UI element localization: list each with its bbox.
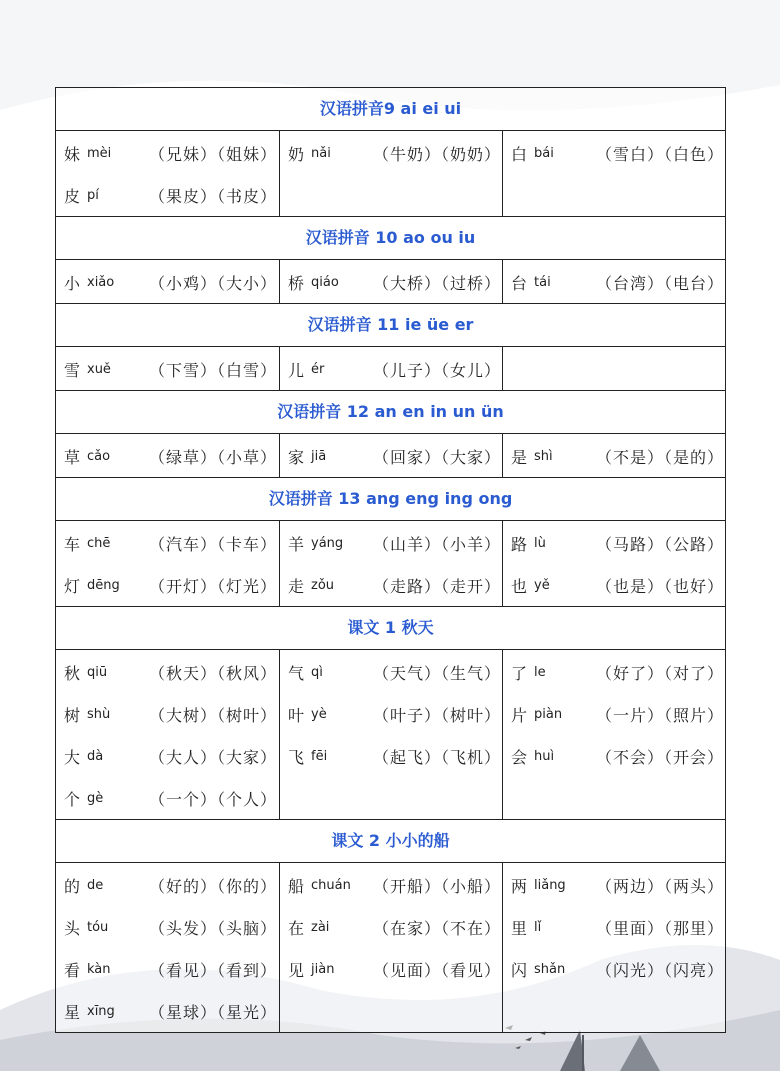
example-words: （不会）（开会）	[596, 747, 725, 767]
example-words: （儿子）（女儿）	[373, 360, 502, 380]
pinyin: pí	[87, 187, 99, 203]
example-words: （天气）（生气）	[373, 663, 502, 683]
hanzi: 看	[64, 960, 81, 980]
pinyin: kàn	[87, 961, 111, 977]
pinyin: xuě	[87, 361, 111, 377]
example-words: （好的）（你的）	[149, 876, 278, 896]
pinyin: dēng	[87, 577, 120, 593]
column	[56, 260, 279, 303]
example-words: （两边）（两头）	[596, 876, 725, 896]
char-entry	[503, 906, 725, 948]
pinyin: shǎn	[534, 961, 566, 977]
hanzi: 雪	[64, 360, 81, 380]
hanzi: 秋	[64, 663, 81, 683]
section-body	[56, 521, 725, 607]
char-entry	[56, 651, 279, 693]
pinyin: chē	[87, 535, 111, 551]
example-words: （大桥）（过桥）	[373, 273, 502, 293]
pinyin: gè	[87, 790, 104, 806]
hanzi: 会	[511, 747, 528, 767]
example-words: （走路）（走开）	[373, 576, 502, 596]
example-words: （星球）（星光）	[149, 1002, 278, 1022]
hanzi: 小	[64, 273, 81, 293]
pinyin: fēi	[311, 748, 328, 764]
section-title: 汉语拼音 13 ang eng ing ong	[56, 478, 725, 521]
hanzi: 个	[64, 789, 81, 809]
column	[56, 347, 279, 390]
example-words: （一个）（个人）	[149, 789, 278, 809]
hanzi: 奶	[288, 144, 305, 164]
hanzi: 大	[64, 747, 81, 767]
char-entry	[56, 777, 279, 819]
pinyin: yáng	[311, 535, 344, 551]
char-entry	[56, 174, 279, 216]
column	[502, 260, 725, 303]
example-words: （马路）（公路）	[596, 534, 725, 554]
column	[502, 863, 725, 1032]
example-words: （兄妹）（姐妹）	[149, 144, 278, 164]
hanzi: 头	[64, 918, 81, 938]
column	[502, 434, 725, 477]
example-words: （见面）（看见）	[373, 960, 502, 980]
char-entry	[56, 906, 279, 948]
column	[279, 347, 502, 390]
pinyin: qiáo	[311, 274, 339, 290]
hanzi: 的	[64, 876, 81, 896]
column	[56, 434, 279, 477]
char-entry	[56, 348, 279, 390]
hanzi: 里	[511, 918, 528, 938]
char-entry	[280, 864, 502, 906]
pinyin: xiǎo	[87, 274, 115, 290]
char-entry	[280, 348, 502, 390]
hanzi: 船	[288, 876, 305, 896]
pinyin: yè	[311, 706, 327, 722]
char-entry	[280, 261, 502, 303]
char-entry	[503, 948, 725, 990]
example-words: （开船）（小船）	[373, 876, 502, 896]
section-title: 汉语拼音9 ai ei ui	[56, 88, 725, 131]
column	[502, 521, 725, 606]
example-words: （开灯）（灯光）	[149, 576, 278, 596]
pinyin: lǐ	[534, 919, 542, 935]
pinyin: bái	[534, 145, 554, 161]
pinyin: huì	[534, 748, 555, 764]
pinyin: tái	[534, 274, 551, 290]
pinyin: lù	[534, 535, 546, 551]
hanzi: 灯	[64, 576, 81, 596]
char-entry	[503, 564, 725, 606]
hanzi: 白	[511, 144, 528, 164]
pinyin: piàn	[534, 706, 563, 722]
example-words: （雪白）（白色）	[596, 144, 725, 164]
hanzi: 片	[511, 705, 528, 725]
hanzi: 家	[288, 447, 305, 467]
hanzi: 台	[511, 273, 528, 293]
vocabulary-table	[55, 87, 726, 1033]
hanzi: 树	[64, 705, 81, 725]
char-entry	[280, 522, 502, 564]
section-body	[56, 434, 725, 478]
pinyin: nǎi	[311, 145, 331, 161]
char-entry	[503, 651, 725, 693]
char-entry	[56, 693, 279, 735]
char-entry	[280, 132, 502, 174]
example-words: （闪光）（闪亮）	[596, 960, 725, 980]
hanzi: 了	[511, 663, 528, 683]
char-entry	[503, 261, 725, 303]
pinyin: zǒu	[311, 577, 335, 593]
example-words: （果皮）（书皮）	[149, 186, 278, 206]
char-entry	[56, 990, 279, 1032]
column	[502, 650, 725, 819]
pinyin: shù	[87, 706, 111, 722]
example-words: （回家）（大家）	[373, 447, 502, 467]
pinyin: jiàn	[311, 961, 335, 977]
char-entry	[56, 132, 279, 174]
example-words: （好了）（对了）	[596, 663, 725, 683]
column-empty	[502, 347, 725, 390]
section-title: 课文 2 小小的船	[56, 820, 725, 863]
hanzi: 儿	[288, 360, 305, 380]
pinyin: shì	[534, 448, 553, 464]
pinyin: tóu	[87, 919, 109, 935]
hanzi: 见	[288, 960, 305, 980]
section-title: 汉语拼音 11 ie üe er	[56, 304, 725, 347]
char-entry	[280, 435, 502, 477]
char-entry	[280, 906, 502, 948]
pinyin: le	[534, 664, 546, 680]
example-words: （小鸡）（大小）	[149, 273, 278, 293]
char-entry	[280, 948, 502, 990]
pinyin: xīng	[87, 1003, 115, 1019]
pinyin: chuán	[311, 877, 351, 893]
column	[279, 863, 502, 1032]
example-words: （大树）（树叶）	[149, 705, 278, 725]
section-title: 汉语拼音 10 ao ou iu	[56, 217, 725, 260]
hanzi: 走	[288, 576, 305, 596]
pinyin: cǎo	[87, 448, 111, 464]
example-words: （不是）（是的）	[596, 447, 725, 467]
column	[279, 260, 502, 303]
example-words: （看见）（看到）	[149, 960, 278, 980]
char-entry	[503, 735, 725, 777]
column	[279, 521, 502, 606]
pinyin: liǎng	[534, 877, 566, 893]
char-entry	[503, 864, 725, 906]
example-words: （汽车）（卡车）	[149, 534, 278, 554]
example-words: （秋天）（秋风）	[149, 663, 278, 683]
section-body	[56, 347, 725, 391]
pinyin: de	[87, 877, 104, 893]
example-words: （山羊）（小羊）	[373, 534, 502, 554]
hanzi: 气	[288, 663, 305, 683]
char-entry	[280, 651, 502, 693]
hanzi: 草	[64, 447, 81, 467]
example-words: （牛奶）（奶奶）	[373, 144, 502, 164]
char-entry	[56, 735, 279, 777]
section-body	[56, 131, 725, 217]
char-entry	[56, 564, 279, 606]
char-entry	[56, 261, 279, 303]
char-entry	[503, 132, 725, 174]
example-words: （台湾）（电台）	[596, 273, 725, 293]
example-words: （大人）（大家）	[149, 747, 278, 767]
example-words: （起飞）（飞机）	[373, 747, 502, 767]
char-entry	[503, 522, 725, 564]
pinyin: jiā	[311, 448, 327, 464]
pinyin: qiū	[87, 664, 108, 680]
hanzi: 桥	[288, 273, 305, 293]
char-entry	[56, 522, 279, 564]
pinyin: zài	[311, 919, 330, 935]
hanzi: 飞	[288, 747, 305, 767]
section-body	[56, 863, 725, 1033]
hanzi: 皮	[64, 186, 81, 206]
column	[279, 650, 502, 819]
column	[502, 131, 725, 216]
pinyin: dà	[87, 748, 104, 764]
column	[56, 650, 279, 819]
pinyin: ér	[311, 361, 325, 377]
char-entry	[280, 693, 502, 735]
column	[56, 863, 279, 1032]
hanzi: 也	[511, 576, 528, 596]
section-body	[56, 260, 725, 304]
example-words: （也是）（也好）	[596, 576, 725, 596]
column	[56, 131, 279, 216]
pinyin: yě	[534, 577, 550, 593]
hanzi: 星	[64, 1002, 81, 1022]
hanzi: 车	[64, 534, 81, 554]
section-title: 汉语拼音 12 an en in un ün	[56, 391, 725, 434]
column	[56, 521, 279, 606]
char-entry	[280, 564, 502, 606]
column	[279, 434, 502, 477]
example-words: （叶子）（树叶）	[373, 705, 502, 725]
char-entry	[503, 693, 725, 735]
example-words: （里面）（那里）	[596, 918, 725, 938]
char-entry	[280, 735, 502, 777]
example-words: （绿草）（小草）	[149, 447, 278, 467]
pinyin: qì	[311, 664, 323, 680]
hanzi: 两	[511, 876, 528, 896]
pinyin: mèi	[87, 145, 112, 161]
char-entry	[503, 435, 725, 477]
hanzi: 闪	[511, 960, 528, 980]
char-entry	[56, 435, 279, 477]
char-entry	[56, 948, 279, 990]
example-words: （在家）（不在）	[373, 918, 502, 938]
example-words: （一片）（照片）	[596, 705, 725, 725]
section-body	[56, 650, 725, 820]
example-words: （下雪）（白雪）	[149, 360, 278, 380]
hanzi: 妹	[64, 144, 81, 164]
hanzi: 是	[511, 447, 528, 467]
hanzi: 叶	[288, 705, 305, 725]
char-entry	[56, 864, 279, 906]
section-title: 课文 1 秋天	[56, 607, 725, 650]
column	[279, 131, 502, 216]
hanzi: 路	[511, 534, 528, 554]
hanzi: 羊	[288, 534, 305, 554]
example-words: （头发）（头脑）	[149, 918, 278, 938]
hanzi: 在	[288, 918, 305, 938]
